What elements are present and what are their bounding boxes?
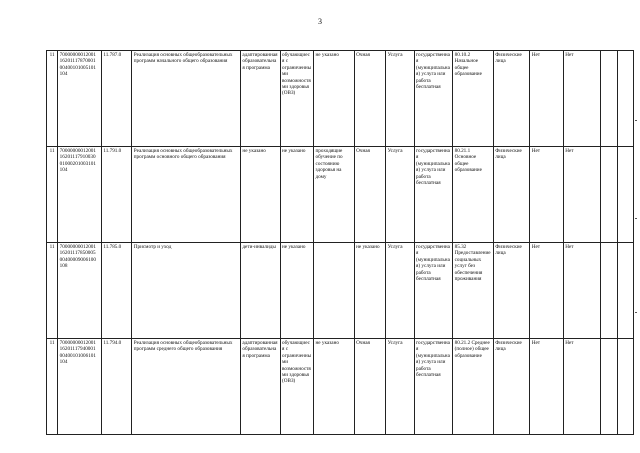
service-id-cell: 11.791.0 [101,147,131,243]
study-form-cell: не указано [354,243,385,339]
registry-table [46,50,634,435]
student-category-cell: обучающиеся с ограниченными возможностями здоровья (ОВЗ) [280,339,314,435]
okved-cell: 80.10.2 Начальное общее образование [453,51,494,147]
registry-code-cell: 70000000012001 16201117910030 01000201003101 104 [58,147,102,243]
flag-cell-2: Нет [563,339,601,435]
flag-cell-2: Нет [563,147,601,243]
consumer-cell: Физические лица [493,51,530,147]
student-category-cell: не указано [280,147,314,243]
empty-cell-2 [617,147,633,243]
row-number-cell: 11 [47,339,58,435]
student-category-cell: не указано [280,243,314,339]
flag-cell-2: Нет [563,243,601,339]
flag-cell-1: Нет [530,243,564,339]
study-form-cell: Очная [354,51,385,147]
service-name-cell: Присмотр и уход [132,243,241,339]
kind-cell: Услуга [386,243,414,339]
program-type-cell: не указано [240,147,280,243]
service-id-cell: 11.787.0 [101,51,131,147]
flag-cell-1: Нет [530,147,564,243]
margin-mark [635,218,637,219]
kind-cell: Услуга [386,51,414,147]
empty-cell-1 [601,51,617,147]
flag-cell-1: Нет [530,51,564,147]
consumer-cell: Физические лица [493,339,530,435]
student-category-cell: обучающиеся с ограниченными возможностями здоровья (ОВЗ) [280,51,314,147]
registry-code-cell: 70000000012001 16201117940001 00400101006101 104 [58,339,102,435]
page-number: 3 [318,17,322,26]
row-number-cell: 11 [47,243,58,339]
status-cell: государственная (муниципальная) услуга или работа бесплатная [414,339,453,435]
study-form-cell: Очная [354,339,385,435]
kind-cell: Услуга [386,147,414,243]
okved-cell: 80.21.1 Основное общее образование [453,147,494,243]
study-condition-cell: не указано [314,339,355,435]
study-condition-cell: не указано [314,51,355,147]
service-name-cell: Реализация основных общеобразовательных программ начального общего образования [132,51,241,147]
row-number-cell: 11 [47,51,58,147]
kind-cell: Услуга [386,339,414,435]
table-row [47,243,634,339]
empty-cell-2 [617,339,633,435]
status-cell: государственная (муниципальная) услуга или работа бесплатная [414,243,453,339]
margin-mark [635,120,637,121]
study-form-cell: Очная [354,147,385,243]
service-name-cell: Реализация основных общеобразовательных программ среднего общего образования [132,339,241,435]
empty-cell-2 [617,243,633,339]
service-id-cell: 11.785.0 [101,243,131,339]
empty-cell-2 [617,51,633,147]
program-type-cell: адаптированная образовательная программа [240,339,280,435]
table-row [47,339,634,435]
study-condition-cell [314,243,355,339]
registry-code-cell: 70000000012001 16201117850005 00400009006100 108 [58,243,102,339]
program-type-cell: дети-инвалиды [240,243,280,339]
empty-cell-1 [601,147,617,243]
consumer-cell: Физические лица [493,243,530,339]
service-name-cell: Реализация основных общеобразовательных программ основного общего образования [132,147,241,243]
service-id-cell: 11.794.0 [101,339,131,435]
table-row [47,51,634,147]
margin-mark [635,312,637,313]
row-number-cell: 11 [47,147,58,243]
program-type-cell: адаптированная образовательная программа [240,51,280,147]
table-row [47,147,634,243]
flag-cell-1: Нет [530,339,564,435]
empty-cell-1 [601,243,617,339]
status-cell: государственная (муниципальная) услуга или работа бесплатная [414,147,453,243]
consumer-cell: Физические лица [493,147,530,243]
registry-code-cell: 70000000012001 16201117870001 00400101005101 104 [58,51,102,147]
flag-cell-2: Нет [563,51,601,147]
status-cell: государственная (муниципальная) услуга или работа бесплатная [414,51,453,147]
empty-cell-1 [601,339,617,435]
okved-cell: 80.21.2 Среднее (полное) общее образование [453,339,494,435]
study-condition-cell: проходящие обучение по состоянию здоровья на дому [314,147,355,243]
okved-cell: 85.32 Предоставление социальных услуг без обеспечения проживания [453,243,494,339]
